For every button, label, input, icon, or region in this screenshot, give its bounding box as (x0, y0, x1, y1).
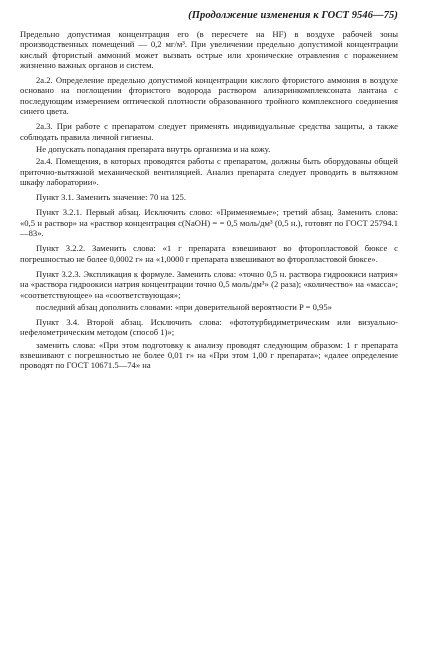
paragraph-2a2: 2а.2. Определение предельно допустимой концентрации кислого фтористого аммония в воздухе основано на поглощении фтористого водорода раствором ализаринкомплексоната лантана с последующим измерением оптической плотности образованного тройного комплексного соединения синего цвета. (20, 75, 398, 117)
paragraph-2a4: 2а.4. Помещения, в которых проводятся работы с препаратом, должны быть оборудованы общей приточно-вытяжной механической вентиляцией. Анализ препарата следует проводить в вытяжном шкафу лаборатории». (20, 156, 398, 187)
paragraph-1: Предельно допустимая концентрация его (в пересчете на HF) в воздухе рабочей зоны производственных помещений — 0,2 мг/м³. При увеличении предельно допустимой концентрации кислый фтористый аммоний может вызвать острые или хронические отравления с поражением жизненно важных органов и систем. (20, 29, 398, 70)
paragraph-3-1: Пункт 3.1. Заменить значение: 70 на 125. (36, 192, 186, 203)
paragraph-2a3: 2а.3. При работе с препаратом следует применять индивидуальные средства защиты, а также соблюдать правила личной гигиены. (20, 121, 398, 142)
document-body (20, 29, 398, 371)
paragraph-replace: заменить слова: «При этом подготовку к анализу проводят следующим образом: 1 г препарата взвешивают с погрешностью не более 0,01 г» на «При этом 1,00 г препарата»; «далее определение проводят по ГОСТ 10671.5—74» на (20, 339, 398, 371)
paragraph-3-2-3: Пункт 3.2.3. Экспликация к формуле. Заменить слова: «точно 0,5 н. раствора гидроокиси натрия» на «раствора гидроокиси натрия концентрации точно 0,5 моль/дм³» (2 раза); «количество» на «масса»; «соответствующее» на «соответствующая»; (20, 268, 398, 300)
paragraph-3-2-2: Пункт 3.2.2. Заменить слова: «1 г препарата взвешивают во фторопластовой бюксе с погрешностью не более 0,0002 г» на «1,0000 г препарата взвешивают во фторопластовой бюксе». (20, 243, 398, 264)
paragraph-3-2-1: Пункт 3.2.1. Первый абзац. Исключить слово: «Применяемые»; третий абзац. Заменить слова: «0,5 н раствор» на «раствор концентрация с(NaOH) = = 0,5 моль/дм³ (0,5 н.), готовят по ГОСТ 25794.1—83». (20, 207, 398, 239)
paragraph-skin: Не допускать попадания препарата внутрь организма и на кожу. (36, 143, 271, 154)
paragraph-last-abzac: последний абзац дополнить словами: «при доверительной вероятности P = 0,95» (36, 301, 332, 312)
paragraph-3-4: Пункт 3.4. Второй абзац. Исключить слова: «фототурбидиметрическим или визуально-нефелометрическим методом (способ 1)»; (20, 317, 398, 338)
page-header: (Продолжение изменения к ГОСТ 9546—75) (188, 10, 398, 21)
